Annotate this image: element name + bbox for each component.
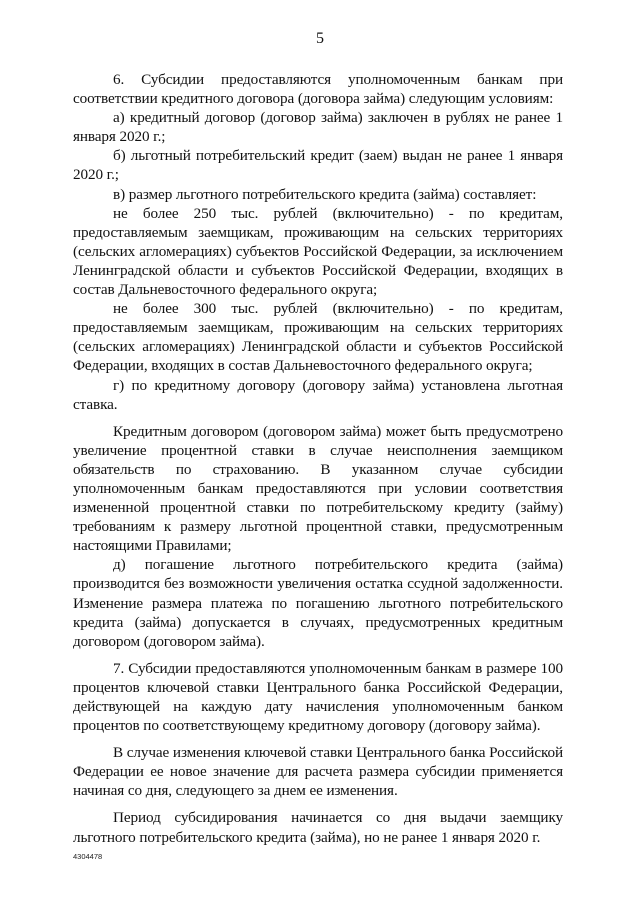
document-code: 4304478 bbox=[73, 852, 103, 861]
paragraph-6d: д) погашение льготного потребительского кредита (займа) производится без возможности увеличения остатка ссудной задолженности. Изменение размера платежа по погашению льготного потребительского кредита (займа) допускается в случаях, предусмотренных кредитным договором (договором займа). bbox=[73, 556, 563, 650]
paragraph-6a: а) кредитный договор (договор займа) заключен в рублях не ранее 1 января 2020 г.; bbox=[73, 109, 563, 146]
paragraph-6: 6. Субсидии предоставляются уполномоченным банкам при соответствии кредитного договора (договора займа) следующим условиям: bbox=[73, 71, 563, 108]
paragraph-key-rate-change: В случае изменения ключевой ставки Центрального банка Российской Федерации ее новое значение для расчета размера субсидии применяется начиная со дня, следующего за днем ее изменения. bbox=[73, 744, 563, 800]
paragraph-7: 7. Субсидии предоставляются уполномоченным банкам в размере 100 процентов ключевой ставки Центрального банка Российской Федерации, действующей на каждую дату начисления уполномоченным банком процентов по соответствующему кредитному договору (договору займа). bbox=[73, 659, 563, 735]
paragraph-6v-limit-300: не более 300 тыс. рублей (включительно) - по кредитам, предоставляемым заемщикам, проживающим на сельских территориях (сельских агломерациях) Ленинградской области и субъектов Российской Федерации, входящих в состав Дальневосточного федерального округа; bbox=[73, 300, 563, 375]
paragraph-6b: б) льготный потребительский кредит (заем) выдан не ранее 1 января 2020 г.; bbox=[73, 147, 563, 184]
document-body bbox=[73, 70, 563, 847]
paragraph-rate-increase: Кредитным договором (договором займа) может быть предусмотрено увеличение процентной ставки в случае неисполнения заемщиком обязательств по страхованию. В указанном случае субсидии уполномоченным банкам предоставляются при условии соответствия измененной процентной ставки по потребительскому кредиту (займу) требованиям к размеру льготной процентной ставки, предусмотренным настоящими Правилами; bbox=[73, 422, 563, 555]
paragraph-6g: г) по кредитному договору (договору займа) установлена льготная ставка. bbox=[73, 376, 563, 413]
page-number: 5 bbox=[316, 30, 324, 47]
paragraph-6v: в) размер льготного потребительского кредита (займа) составляет: bbox=[113, 185, 537, 203]
paragraph-subsidy-period: Период субсидирования начинается со дня выдачи заемщику льготного потребительского кредита (займа), но не ранее 1 января 2020 г. bbox=[73, 809, 563, 846]
paragraph-6v-limit-250: не более 250 тыс. рублей (включительно) - по кредитам, предоставляемым заемщикам, проживающим на сельских территориях (сельских агломерациях) субъектов Российской Федерации, за исключением Ленинградской области и субъектов Российской Федерации, входящих в состав Дальневосточного федерального округа; bbox=[73, 204, 563, 299]
